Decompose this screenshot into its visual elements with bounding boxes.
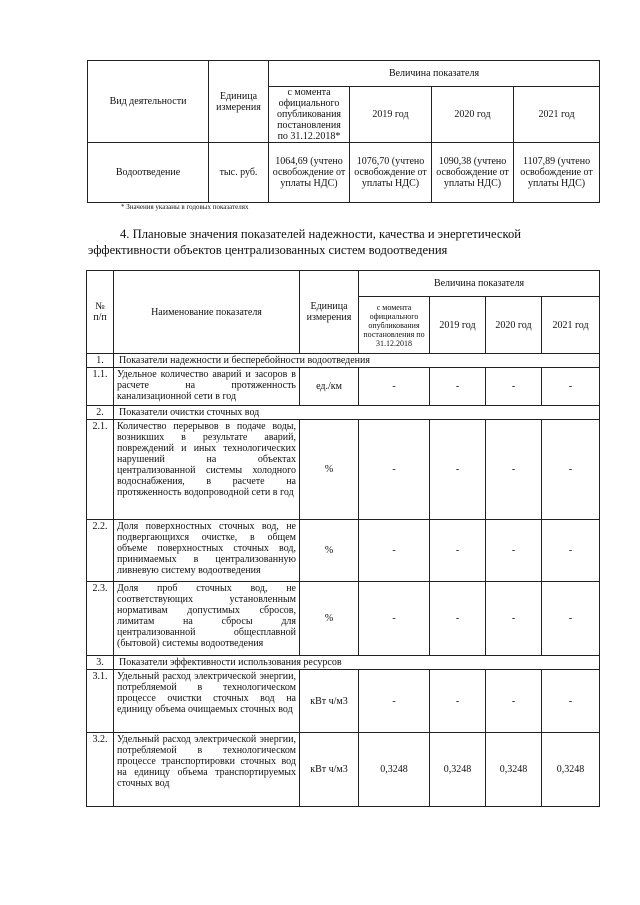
row-value: - [486, 670, 542, 733]
table-row [87, 733, 600, 807]
header-activity: Вид деятельности [88, 61, 209, 143]
row-no: 3.1. [87, 670, 114, 733]
section-no: 2. [87, 406, 114, 420]
cell-unit: тыс. руб. [209, 143, 269, 203]
row-value: - [542, 582, 600, 656]
cell-value: 1107,89 (учтено освобождение от уплаты НДС) [514, 143, 600, 203]
heading-line-1: 4. Плановые значения показателей надежности, качества и энергетической [120, 227, 522, 241]
cell-activity: Водоотведение [88, 143, 209, 203]
indicators-table [86, 270, 600, 807]
table-row [87, 520, 600, 582]
row-no: 3.2. [87, 733, 114, 807]
row-no: 1.1. [87, 368, 114, 406]
row-unit: % [300, 520, 359, 582]
header-year: 2019 год [430, 297, 486, 354]
header-year: 2020 год [432, 87, 514, 143]
section-no: 1. [87, 354, 114, 368]
row-name: Количество перерывов в подаче воды, возникших в результате аварий, повреждений и иных технологических нарушений на объектах централизованной системы холодного водоснабжения, в расчете на протяженность водопроводной сети в год [114, 420, 300, 520]
row-value: - [542, 368, 600, 406]
header-official: с момента официального опубликования постановления по 31.12.2018* [269, 87, 350, 143]
row-value: - [430, 520, 486, 582]
tariff-table [87, 60, 600, 203]
row-value: - [486, 520, 542, 582]
cell-value: 1090,38 (учтено освобождение от уплаты НДС) [432, 143, 514, 203]
header-year: 2021 год [542, 297, 600, 354]
row-unit: ед./км [300, 368, 359, 406]
header-year: 2019 год [350, 87, 432, 143]
row-value: - [359, 670, 430, 733]
section-no: 3. [87, 656, 114, 670]
table-row [87, 582, 600, 656]
section-title: Показатели надежности и бесперебойности водоотведения [114, 354, 600, 368]
row-value: 0,3248 [430, 733, 486, 807]
row-value: - [430, 368, 486, 406]
section-heading [88, 226, 598, 258]
row-no: 2.2. [87, 520, 114, 582]
cell-value: 1076,70 (учтено освобождение от уплаты НДС) [350, 143, 432, 203]
header-year: 2021 год [514, 87, 600, 143]
table-row [87, 670, 600, 733]
section-row [87, 656, 600, 670]
row-no: 2.1. [87, 420, 114, 520]
row-no: 2.3. [87, 582, 114, 656]
row-value: - [430, 670, 486, 733]
header-unit: Единица измерения [300, 271, 359, 354]
table-row [87, 420, 600, 520]
row-value: - [486, 368, 542, 406]
row-name: Удельное количество аварий и засоров в расчете на протяженность канализационной сети в год [114, 368, 300, 406]
row-name: Удельный расход электрической энергии, потребляемой в технологическом процессе очистки сточных вод на единицу объема очищаемых сточных вод [114, 670, 300, 733]
row-name: Доля проб сточных вод, не соответствующих установленным нормативам допустимых сбросов, лимитам на сбросы для централизованной общесплавной (бытовой) системы водоотведения [114, 582, 300, 656]
row-value: 0,3248 [542, 733, 600, 807]
row-unit: кВт ч/м3 [300, 670, 359, 733]
row-value: - [359, 368, 430, 406]
section-title: Показатели очистки сточных вод [114, 406, 600, 420]
row-unit: % [300, 420, 359, 520]
row-name: Доля поверхностных сточных вод, не подвергающихся очистке, в общем объеме поверхностных сточных вод, принимаемых в централизованную ливневую систему водоотведения [114, 520, 300, 582]
row-value: - [486, 582, 542, 656]
row-value: - [359, 420, 430, 520]
header-official: с момента официального опубликования постановления по 31.12.2018 [359, 297, 430, 354]
row-unit: кВт ч/м3 [300, 733, 359, 807]
header-value-group: Величина показателя [359, 271, 600, 297]
header-unit: Единица измерения [209, 61, 269, 143]
table-row [87, 368, 600, 406]
row-value: - [542, 670, 600, 733]
row-value: - [359, 582, 430, 656]
header-no: № п/п [87, 271, 114, 354]
row-value: - [359, 520, 430, 582]
row-value: - [542, 420, 600, 520]
section-title: Показатели эффективности использования ресурсов [114, 656, 600, 670]
heading-line-2: эффективности объектов централизованных систем водоотведения [88, 243, 448, 257]
row-unit: % [300, 582, 359, 656]
footnote: * Значения указаны в годовых показателях [121, 203, 249, 211]
row-value: - [542, 520, 600, 582]
section-row [87, 406, 600, 420]
row-value: - [430, 582, 486, 656]
row-value: - [486, 420, 542, 520]
row-value: - [430, 420, 486, 520]
header-value-group: Величина показателя [269, 61, 600, 87]
cell-value: 1064,69 (учтено освобождение от уплаты НДС) [269, 143, 350, 203]
header-name: Наименование показателя [114, 271, 300, 354]
row-value: 0,3248 [486, 733, 542, 807]
header-year: 2020 год [486, 297, 542, 354]
row-name: Удельный расход электрической энергии, потребляемой в технологическом процессе транспортировки сточных вод на единицу объема транспортируемых сточных вод [114, 733, 300, 807]
row-value: 0,3248 [359, 733, 430, 807]
section-row [87, 354, 600, 368]
